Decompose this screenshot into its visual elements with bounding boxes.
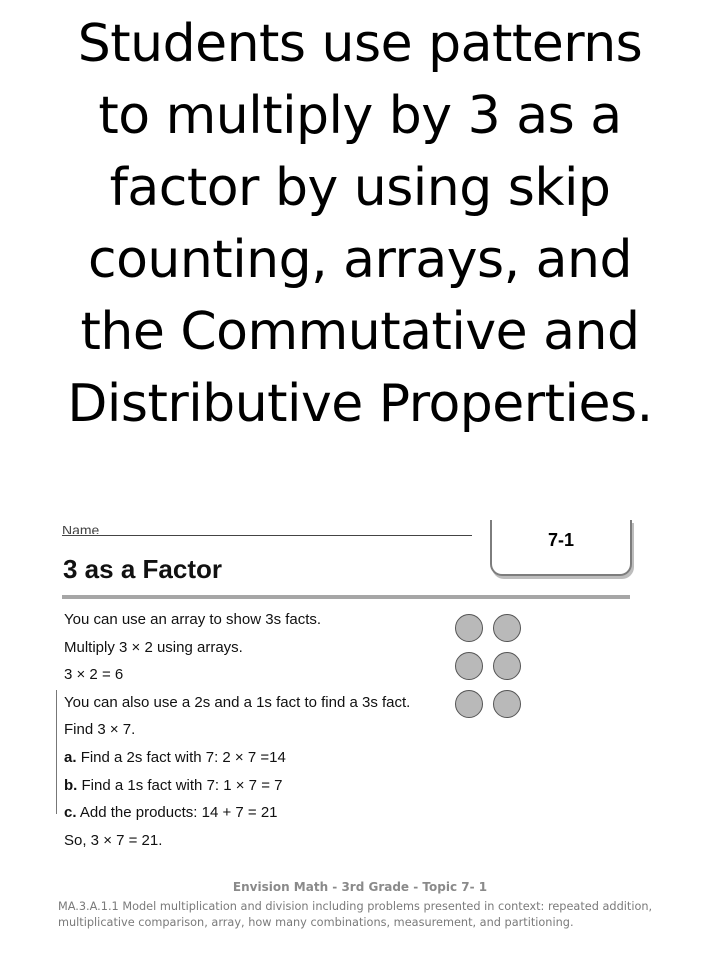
step-b: b. Find a 1s fact with 7: 1 × 7 = 7: [64, 776, 283, 794]
worksheet-name-label: Name: [62, 526, 100, 534]
counter-dot: [455, 690, 483, 718]
worksheet-line: So, 3 × 7 = 21.: [64, 831, 163, 849]
lesson-number: 7-1: [547, 530, 574, 550]
slide-title: [0, 8, 720, 440]
counter-dot: [493, 614, 521, 642]
counter-dot: [455, 652, 483, 680]
slide-title-line: to multiply by 3 as a: [98, 86, 622, 146]
counter-dot: [493, 652, 521, 680]
footer-title: Envision Math - 3rd Grade - Topic 7- 1: [232, 880, 488, 894]
worksheet-line: You can use an array to show 3s facts.: [64, 611, 322, 628]
slide-title-line: factor by using skip: [109, 158, 611, 218]
slide-title-line: Students use patterns: [77, 14, 643, 74]
worksheet-line: Find 3 × 7.: [64, 721, 136, 739]
counter-dot: [455, 614, 483, 642]
counter-dot: [493, 690, 521, 718]
footer-standard: MA.3.A.1.1 Model multiplication and division including problems presented in context: repeated addition, multiplicative comparison, array, how many combinations, measurement, and partitioning.: [58, 900, 653, 929]
worksheet-line: Multiply 3 × 2 using arrays.: [64, 638, 243, 656]
margin-rule: [56, 690, 57, 814]
worksheet-line: 3 × 2 = 6: [64, 666, 124, 684]
lesson-tab: [490, 520, 632, 576]
slide-title-line: Distributive Properties.: [67, 374, 653, 434]
name-line: [62, 535, 472, 536]
slide-title-line: counting, arrays, and: [87, 230, 632, 290]
title-divider: [62, 595, 630, 599]
slide-title-line: the Commutative and: [80, 302, 640, 362]
worksheet-title: 3 as a Factor: [63, 554, 222, 584]
worksheet-line: You can also use a 2s and a 1s fact to find a 3s fact.: [64, 693, 411, 711]
step-a: a. Find a 2s fact with 7: 2 × 7 =14: [64, 748, 286, 766]
step-c: c. Add the products: 14 + 7 = 21: [64, 804, 278, 822]
worksheet-body: [64, 606, 454, 854]
